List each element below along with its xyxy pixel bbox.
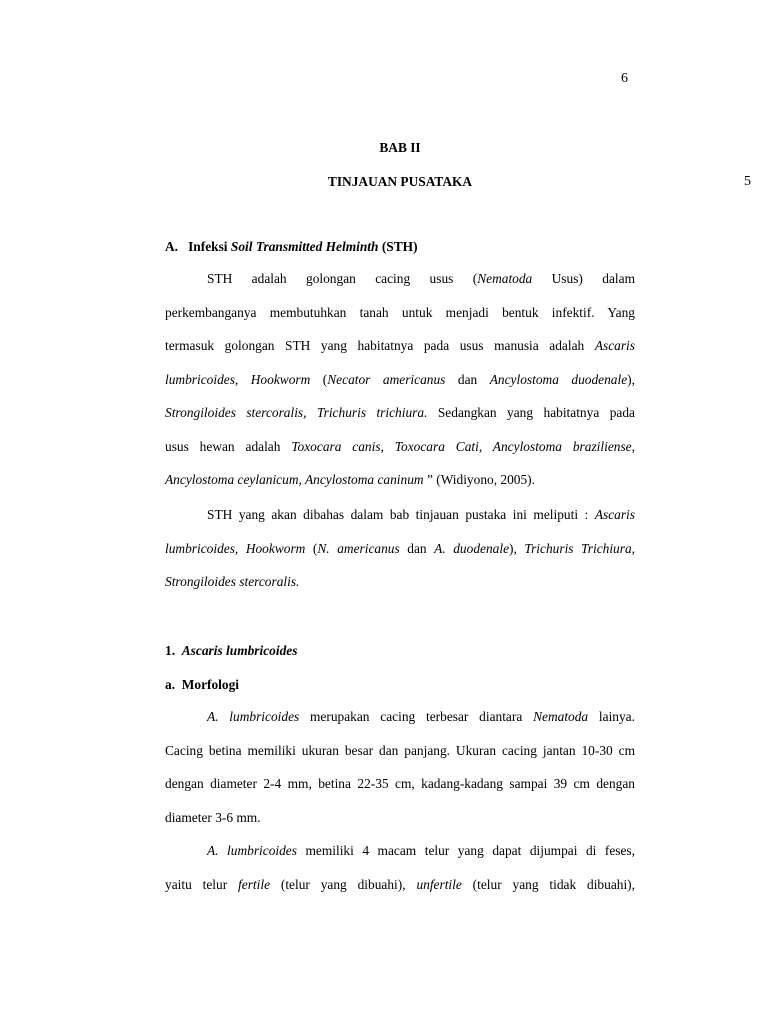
chapter-label: BAB II (379, 140, 421, 155)
subsection-heading-morfologi: a. Morfologi (165, 677, 240, 692)
section-heading-a: A. Infeksi Soil Transmitted Helminth (STH) (165, 239, 418, 254)
section-heading-1: 1. Ascaris lumbricoides (165, 643, 298, 658)
paragraph-morfologi: A. lumbricoides merupakan cacing terbesar diantara Nematoda lainya. Cacing betina memiliki ukuran besar dan panjang. Ukuran cacing jantan 10-30 cm dengan diameter 2-4 mm, betina 22-35 cm, kadang-kadang sampai 39 cm dengan diameter 3-6 mm. (165, 709, 635, 825)
paragraph-telur: A. lumbricoides memiliki 4 macam telur yang dapat dijumpai di feses, yaitu telur fertile (telur yang dibuahi), unfertile (telur yang tidak dibuahi), (165, 843, 635, 892)
paragraph-sth-scope: STH yang akan dibahas dalam bab tinjauan pustaka ini meliputi : Ascaris lumbricoides, Hookworm (N. americanus dan A. duodenale), Trichuris Trichiura, Strongiloides stercoralis. (165, 507, 636, 589)
page-number-side: 5 (744, 174, 751, 189)
chapter-title: TINJAUAN PUSATAKA (327, 174, 473, 189)
page-number: 6 (621, 71, 628, 86)
paragraph-sth-definition: STH adalah golongan cacing usus (Nematoda Usus) dalam perkembanganya membutuhkan tanah untuk menjadi bentuk infektif. Yang termasuk golongan STH yang habitatnya pada usus manusia adalah Ascaris lumbricoides, Hookworm (Necator americanus dan Ancylostoma duodenale), Strongiloides stercoralis, Trichuris trichiura. Sedangkan yang habitatnya pada usus hewan adalah Toxocara canis, Toxocara Cati, Ancylostoma braziliense, Ancylostoma ceylanicum, Ancylostoma caninum ” (Widiyono, 2005). (165, 271, 635, 487)
